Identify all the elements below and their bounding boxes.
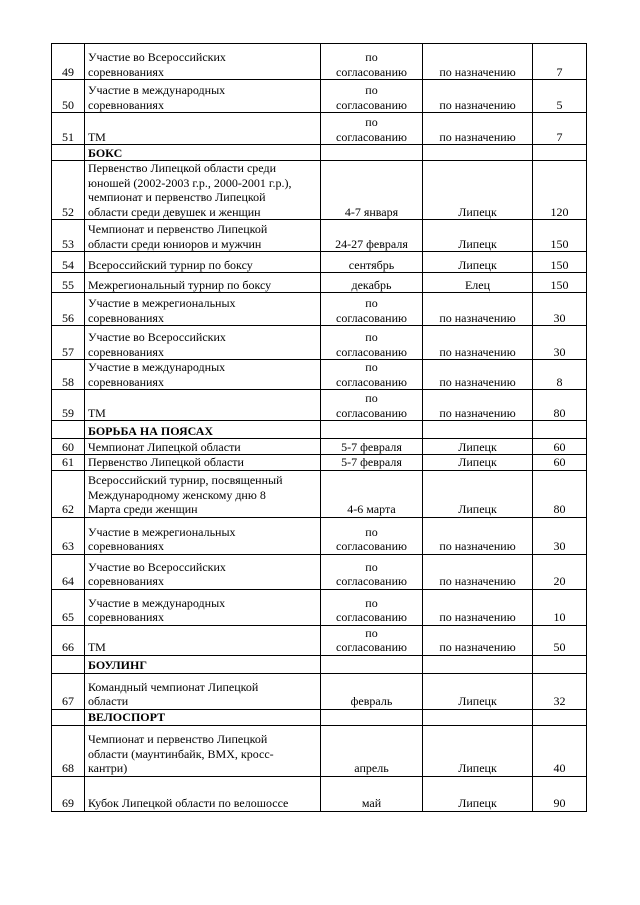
participants-cell (533, 655, 587, 673)
cell-text-line: согласованию (336, 310, 407, 325)
section-header-row (52, 709, 587, 725)
row-number-cell: 56 (52, 293, 85, 326)
place-cell: Елец (423, 273, 533, 293)
participants-cell: 120 (533, 161, 587, 220)
row-number-cell: 57 (52, 326, 85, 360)
cell-text-line: апрель (354, 761, 389, 775)
place-cell: по назначению (423, 390, 533, 421)
cell-text-line: области среди юниоров и мужчин (88, 236, 262, 251)
participants-cell: 30 (533, 517, 587, 554)
participants-cell: 80 (533, 470, 587, 517)
participants-cell: 60 (533, 439, 587, 455)
section-header-row (52, 421, 587, 439)
participants-cell: 30 (533, 326, 587, 360)
cell-text-line: ТМ (88, 640, 106, 654)
place-cell: по назначению (423, 554, 533, 589)
place-cell: по назначению (423, 589, 533, 625)
date-cell (321, 273, 423, 293)
row-number-cell (52, 421, 85, 439)
table-row (52, 554, 587, 589)
participants-cell: 5 (533, 80, 587, 113)
cell-text-line: Командный чемпионат Липецкой (88, 679, 259, 694)
cell-text-line: согласованию (336, 539, 407, 553)
date-cell (321, 589, 423, 625)
cell-text-line: 4-7 января (344, 204, 399, 219)
cell-text-line: области (маунтинбайк, ВМХ, кросс- (88, 746, 274, 761)
participants-cell: 50 (533, 625, 587, 655)
row-number-cell: 55 (52, 273, 85, 293)
date-cell (321, 113, 423, 145)
cell-text-line: по (365, 50, 378, 64)
date-cell (321, 145, 423, 161)
cell-text-line: согласованию (336, 574, 407, 588)
event-name-cell (85, 776, 321, 811)
row-number-cell: 65 (52, 589, 85, 625)
row-number-cell: 67 (52, 673, 85, 709)
place-cell: Липецк (423, 252, 533, 273)
cell-text-line: по (365, 83, 378, 97)
date-cell (321, 455, 423, 471)
date-cell (321, 390, 423, 421)
cell-text-line: Участие в межрегиональных (88, 296, 236, 310)
cell-text-line: по (365, 296, 378, 310)
participants-cell: 10 (533, 589, 587, 625)
event-name-cell (85, 439, 321, 455)
cell-text-line: согласованию (336, 64, 407, 79)
place-cell: по назначению (423, 360, 533, 390)
table-row (52, 625, 587, 655)
event-name-cell (85, 625, 321, 655)
cell-text-line: по (365, 360, 378, 374)
participants-cell: 60 (533, 455, 587, 471)
row-number-cell: 61 (52, 455, 85, 471)
section-title: БОУЛИНГ (85, 655, 321, 673)
cell-text-line: согласованию (336, 374, 407, 389)
place-cell (423, 421, 533, 439)
table-row (52, 293, 587, 326)
participants-cell: 80 (533, 390, 587, 421)
place-cell (423, 709, 533, 725)
row-number-cell (52, 655, 85, 673)
cell-text-line: по (365, 115, 378, 129)
section-title: БОРЬБА НА ПОЯСАХ (85, 421, 321, 439)
participants-cell: 32 (533, 673, 587, 709)
date-cell (321, 625, 423, 655)
cell-text-line: 24-27 февраля (335, 236, 408, 251)
cell-text-line: Чемпионат Липецкой области (88, 439, 241, 454)
place-cell: Липецк (423, 161, 533, 220)
row-number-cell: 51 (52, 113, 85, 145)
event-name-cell (85, 517, 321, 554)
cell-text-line: соревнованиях (88, 539, 164, 553)
participants-cell: 90 (533, 776, 587, 811)
place-cell (423, 145, 533, 161)
place-cell: по назначению (423, 326, 533, 360)
events-table-body (52, 44, 587, 812)
table-row (52, 455, 587, 471)
place-cell: по назначению (423, 517, 533, 554)
cell-text-line: по (365, 330, 378, 344)
cell-text-line: согласованию (336, 97, 407, 112)
cell-text-line: ТМ (88, 129, 106, 144)
cell-text-line: Участие во Всероссийских (88, 330, 226, 344)
place-cell: Липецк (423, 725, 533, 776)
place-cell: Липецк (423, 455, 533, 471)
place-cell: по назначению (423, 293, 533, 326)
table-row (52, 44, 587, 80)
place-cell: Липецк (423, 470, 533, 517)
participants-cell: 7 (533, 113, 587, 145)
participants-cell (533, 709, 587, 725)
cell-text-line: согласованию (336, 405, 407, 420)
cell-text-line: согласованию (336, 129, 407, 144)
cell-text-line: области среди девушек и женщин (88, 204, 261, 219)
cell-text-line: соревнованиях (88, 310, 164, 325)
row-number-cell: 53 (52, 220, 85, 252)
cell-text-line: кантри) (88, 761, 128, 775)
cell-text-line: по (365, 391, 378, 405)
event-name-cell (85, 554, 321, 589)
event-name-cell (85, 390, 321, 421)
cell-text-line: соревнованиях (88, 64, 164, 79)
date-cell (321, 252, 423, 273)
date-cell (321, 44, 423, 80)
date-cell (321, 220, 423, 252)
cell-text-line: по (365, 625, 378, 640)
place-cell: Липецк (423, 776, 533, 811)
cell-text-line: Чемпионат и первенство Липецкой (88, 222, 268, 236)
date-cell (321, 470, 423, 517)
cell-text-line: юношей (2002-2003 г.р., 2000-2001 г.р.), (88, 175, 292, 190)
cell-text-line: Участие во Всероссийских (88, 50, 226, 64)
section-header-row (52, 145, 587, 161)
row-number-cell: 59 (52, 390, 85, 421)
cell-text-line: Первенство Липецкой области (88, 455, 244, 469)
event-name-cell (85, 252, 321, 273)
place-cell: Липецк (423, 673, 533, 709)
table-row (52, 161, 587, 220)
cell-text-line: соревнованиях (88, 610, 164, 624)
table-row (52, 273, 587, 293)
table-row (52, 326, 587, 360)
table-row (52, 673, 587, 709)
table-row (52, 517, 587, 554)
cell-text-line: 5-7 февраля (341, 439, 402, 454)
events-table (51, 43, 587, 812)
cell-text-line: Всероссийский турнир по боксу (88, 257, 253, 272)
cell-text-line: Участие в международных (88, 360, 226, 374)
event-name-cell (85, 293, 321, 326)
table-row (52, 113, 587, 145)
place-cell: по назначению (423, 625, 533, 655)
cell-text-line: Межрегиональный турнир по боксу (88, 277, 272, 292)
date-cell (321, 326, 423, 360)
cell-text-line: Участие во Всероссийских (88, 559, 226, 574)
row-number-cell (52, 145, 85, 161)
event-name-cell (85, 470, 321, 517)
cell-text-line: декабрь (351, 277, 392, 292)
participants-cell: 40 (533, 725, 587, 776)
event-name-cell (85, 455, 321, 471)
date-cell (321, 439, 423, 455)
cell-text-line: ТМ (88, 405, 106, 420)
row-number-cell: 66 (52, 625, 85, 655)
cell-text-line: по (365, 595, 378, 610)
date-cell (321, 709, 423, 725)
cell-text-line: Международному женскому дню 8 (88, 487, 266, 502)
cell-text-line: 4-6 марта (347, 502, 396, 516)
cell-text-line: по (365, 559, 378, 574)
place-cell: по назначению (423, 80, 533, 113)
cell-text-line: Участие в международных (88, 595, 226, 610)
cell-text-line: Чемпионат и первенство Липецкой (88, 732, 268, 746)
cell-text-line: 5-7 февраля (341, 455, 402, 469)
row-number-cell: 50 (52, 80, 85, 113)
date-cell (321, 725, 423, 776)
table-row (52, 725, 587, 776)
event-name-cell (85, 80, 321, 113)
table-row (52, 470, 587, 517)
cell-text-line: Всероссийский турнир, посвященный (88, 473, 283, 487)
date-cell (321, 421, 423, 439)
table-row (52, 80, 587, 113)
table-row (52, 252, 587, 273)
event-name-cell (85, 161, 321, 220)
event-name-cell (85, 360, 321, 390)
date-cell (321, 80, 423, 113)
participants-cell: 8 (533, 360, 587, 390)
cell-text-line: Участие в межрегиональных (88, 524, 236, 539)
event-name-cell (85, 673, 321, 709)
cell-text-line: чемпионат и первенство Липецкой (88, 190, 266, 204)
row-number-cell: 60 (52, 439, 85, 455)
place-cell: Липецк (423, 439, 533, 455)
event-name-cell (85, 220, 321, 252)
date-cell (321, 293, 423, 326)
table-row (52, 360, 587, 390)
date-cell (321, 673, 423, 709)
event-name-cell (85, 589, 321, 625)
date-cell (321, 554, 423, 589)
row-number-cell: 52 (52, 161, 85, 220)
cell-text-line: соревнованиях (88, 574, 164, 588)
place-cell: по назначению (423, 113, 533, 145)
table-row (52, 776, 587, 811)
table-row (52, 390, 587, 421)
place-cell (423, 655, 533, 673)
section-title: БОКС (85, 145, 321, 161)
participants-cell: 7 (533, 44, 587, 80)
section-header-row (52, 655, 587, 673)
date-cell (321, 161, 423, 220)
cell-text-line: май (361, 796, 382, 810)
event-name-cell (85, 725, 321, 776)
date-cell (321, 655, 423, 673)
participants-cell: 150 (533, 273, 587, 293)
place-cell: Липецк (423, 220, 533, 252)
cell-text-line: соревнованиях (88, 97, 164, 112)
place-cell: по назначению (423, 44, 533, 80)
cell-text-line: Первенство Липецкой области среди (88, 161, 276, 175)
cell-text-line: соревнованиях (88, 344, 164, 359)
table-row (52, 439, 587, 455)
cell-text-line: согласованию (336, 610, 407, 624)
event-name-cell (85, 273, 321, 293)
cell-text-line: Участие в международных (88, 83, 226, 97)
participants-cell: 30 (533, 293, 587, 326)
row-number-cell: 49 (52, 44, 85, 80)
row-number-cell: 68 (52, 725, 85, 776)
cell-text-line: сентябрь (348, 257, 395, 272)
cell-text-line: соревнованиях (88, 374, 164, 389)
cell-text-line: февраль (350, 694, 393, 708)
row-number-cell (52, 709, 85, 725)
participants-cell (533, 421, 587, 439)
cell-text-line: Кубок Липецкой области по велошоссе (88, 796, 289, 810)
row-number-cell: 54 (52, 252, 85, 273)
section-title: ВЕЛОСПОРТ (85, 709, 321, 725)
participants-cell: 150 (533, 252, 587, 273)
cell-text-line: согласованию (336, 344, 407, 359)
event-name-cell (85, 326, 321, 360)
date-cell (321, 776, 423, 811)
participants-cell (533, 145, 587, 161)
event-name-cell (85, 113, 321, 145)
participants-cell: 20 (533, 554, 587, 589)
row-number-cell: 69 (52, 776, 85, 811)
row-number-cell: 63 (52, 517, 85, 554)
row-number-cell: 64 (52, 554, 85, 589)
date-cell (321, 360, 423, 390)
row-number-cell: 62 (52, 470, 85, 517)
row-number-cell: 58 (52, 360, 85, 390)
cell-text-line: по (365, 524, 378, 539)
table-row (52, 220, 587, 252)
participants-cell: 150 (533, 220, 587, 252)
table-row (52, 589, 587, 625)
event-name-cell (85, 44, 321, 80)
date-cell (321, 517, 423, 554)
cell-text-line: Марта среди женщин (88, 502, 198, 516)
cell-text-line: согласованию (336, 640, 407, 654)
cell-text-line: области (88, 694, 129, 708)
